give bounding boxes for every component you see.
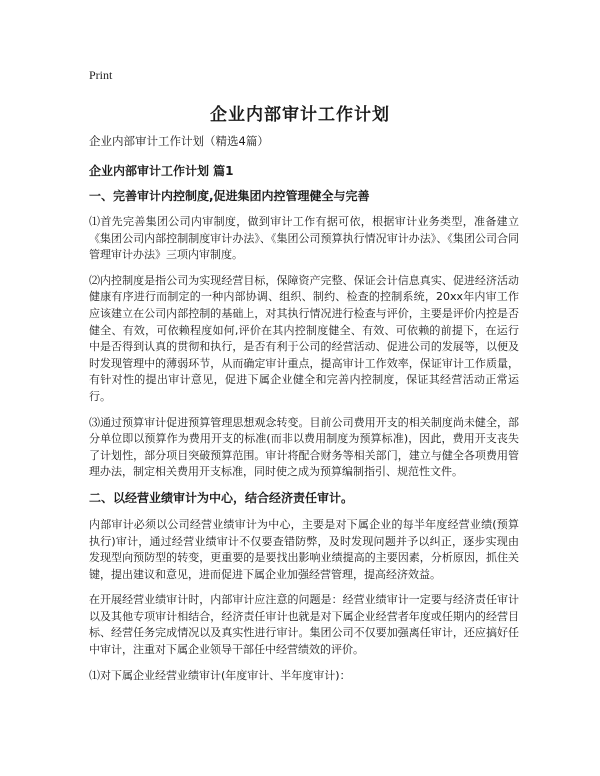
article-heading: 企业内部审计工作计划 篇1	[89, 164, 234, 178]
section-heading-2: 二、以经营业绩审计为中心，结合经济责任审计。	[89, 490, 354, 505]
paragraph: ⑶通过预算审计促进预算管理思想观念转变。目前公司费用开支的相关制度尚未健全，部分单位即以预算作为费用开支的标准(而非以费用制度为预算标准)，因此，费用开支丧失了计划性，部分项目突破预算范围。审计将配合财务等相关部门，建立与健全各项费用管理办法，制定相关费用开支标准，同时使之成为预算编制指引、规范性文件。	[89, 415, 519, 479]
section-heading-1: 一、完善审计内控制度,促进集团内控管理健全与完善	[89, 189, 370, 203]
document-body	[89, 133, 519, 693]
paragraph: 内部审计必须以公司经营业绩审计为中心，主要是对下属企业的每半年度经营业绩(预算执行)审计，通过经营业绩审计不仅要查错防弊，及时发现问题并予以纠正，逐步实现由发现型向预防型的转变，更重要的是要找出影响业绩提高的主要因素，分析原因，抓住关键，提出建议和意见，进而促进下属企业加强经营管理，提高经济效益。	[89, 517, 519, 581]
document-title: 企业内部审计工作计划	[210, 105, 390, 125]
paragraph: ⑴首先完善集团公司内审制度，做到审计工作有据可依，根据审计业务类型，准备建立《集团公司内部控制制度审计办法》、《集团公司预算执行情况审计办法》、《集团公司合同管理审计办法》三项内审制度。	[89, 215, 519, 262]
paragraph: 在开展经营业绩审计时，内部审计应注意的问题是：经营业绩审计一定要与经济责任审计以及其他专项审计相结合，经济责任审计也就是对下属企业经营者年度或任期内的经营目标、经营任务完成情况以及真实性进行审计。集团公司不仅要加强离任审计，还应搞好任中审计，注重对下属企业领导干部任中经营绩效的评价。	[89, 593, 519, 657]
paragraph: ⑴对下属企业经营业绩审计(年度审计、半年度审计)：	[89, 668, 351, 682]
print-link[interactable]: Print	[89, 68, 113, 82]
document-subtitle: 企业内部审计工作计划（精选4篇）	[89, 134, 269, 148]
paragraph: ⑵内控制度是指公司为实现经营目标，保障资产完整、保证会计信息真实、促进经济活动健康有序进行而制定的一种内部协调、组织、制约、检查的控制系统，20xx年内审工作应该建立在公司内部控制的基础上，对其执行情况进行检查与评价，主要是评价内控是否健全、有效，可依赖程度如何,评价在其内控制度健全、有效、可依赖的前提下，在运行中是否得到认真的贯彻和执行，是否有利于公司的经营活动、促进公司的发展等，以便及时发现管理中的薄弱环节，从而确定审计重点，提高审计工作效率，保证审计工作质量，有针对性的提出审计意见，促进下属企业健全和完善内控制度，保证其经营活动正常运行。	[89, 273, 519, 403]
